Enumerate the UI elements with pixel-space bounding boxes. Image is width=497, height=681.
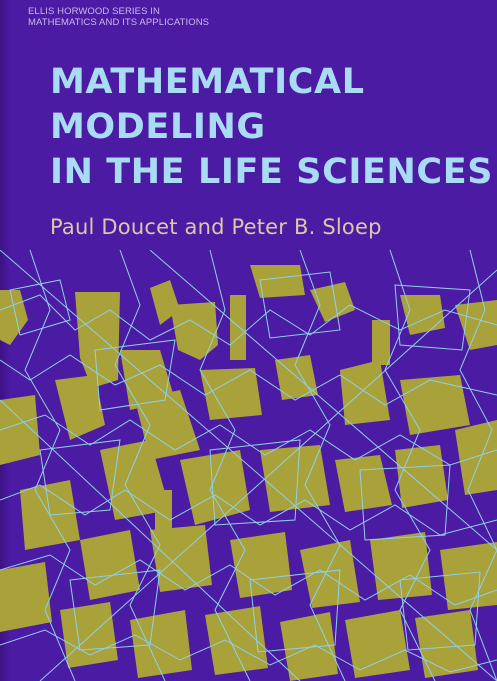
authors: Paul Doucet and Peter B. Sloep bbox=[50, 215, 382, 239]
title-line-3: IN THE LIFE SCIENCES bbox=[50, 152, 494, 192]
title-line-2: MODELING bbox=[50, 107, 266, 147]
series-name bbox=[28, 6, 209, 28]
art-fill-shapes bbox=[0, 265, 497, 681]
book-title bbox=[50, 60, 493, 195]
series-line-2: MATHEMATICS AND ITS APPLICATIONS bbox=[28, 17, 210, 28]
title-line-1: MATHEMATICAL bbox=[50, 62, 365, 102]
geometric-art-illustration bbox=[0, 250, 497, 681]
series-line-1: ELLIS HORWOOD SERIES IN bbox=[28, 6, 160, 17]
